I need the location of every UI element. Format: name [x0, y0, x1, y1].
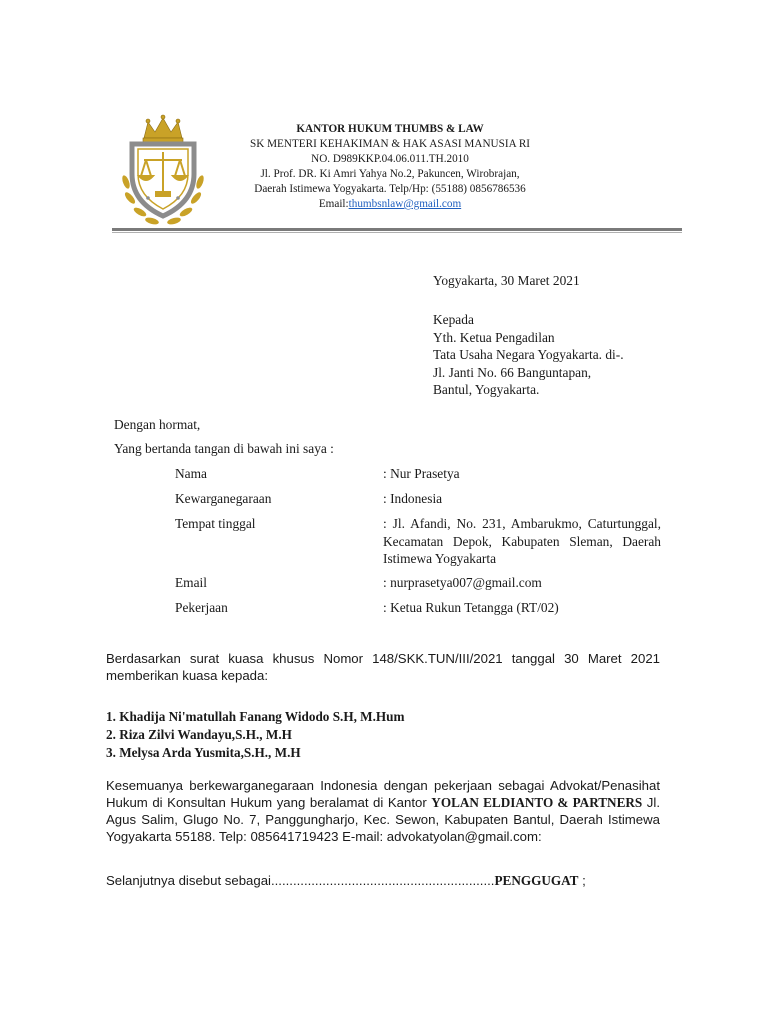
identity-row-tempat-tinggal — [175, 515, 661, 568]
recipient-line-4: Bantul, Yogyakarta. — [433, 382, 540, 398]
paragraph-text: Jl. Agus Salim, Glugo No. 7, Panggungharjo, Kec. Sewon, Kabupaten Bantul, Daerah Istimewa Yogyakarta 55188. Telp: 085641719423 E-mail: advokatyolan@gmail.com: — [106, 795, 660, 844]
word: Janti — [448, 364, 474, 380]
firm-name: KANTOR HUKUM THUMBS & LAW — [296, 123, 484, 135]
plaintiff-designation — [106, 873, 586, 889]
identity-row-email — [175, 574, 661, 592]
identity-value: : Jl. Afandi, No. 231, Ambarukmo, Caturtunggal, Kecamatan Depok, Kabupaten Sleman, Daerah Istimewa Yogyakarta — [383, 516, 661, 567]
address-line-1: Jl. Prof. DR. Ki Amri Yahya No.2, Pakuncen, Wirobrajan, — [260, 168, 520, 180]
identity-label: Kewarganegaraan — [175, 491, 272, 506]
identity-row-kewarganegaraan — [175, 490, 661, 508]
letter-date: Yogyakarta, 30 Maret 2021 — [433, 273, 580, 288]
word: Jl. — [433, 364, 446, 380]
word: No. — [477, 364, 498, 380]
paragraph-text: Kesemuanya berkewarganegaraan Indonesia dengan pekerjaan sebagai Advokat/Penasihat Hukum di Konsultan Hukum yang beralamat di Kantor — [106, 778, 660, 810]
registration-number: NO. D989KKP.04.06.011.TH.2010 — [311, 153, 469, 165]
crown-icon — [143, 115, 183, 143]
email-link[interactable]: thumbsnlaw@gmail.com — [348, 198, 462, 210]
recipient-line-2: Tata Usaha Negara Yogyakarta. di-. — [433, 347, 624, 363]
email-line — [250, 197, 530, 212]
list-item: 1. Khadija Ni'matullah Fanang Widodo S.H, M.Hum — [106, 709, 405, 724]
sk-line: SK MENTERI KEHAKIMAN & HAK ASASI MANUSIA RI — [250, 138, 531, 150]
law-firm-crest-logo — [114, 112, 212, 232]
identity-label: Email — [175, 575, 207, 590]
email-label: Email: — [318, 198, 349, 210]
lawyers-description-paragraph — [106, 777, 660, 845]
identity-value: : Nur Prasetya — [383, 466, 460, 481]
letterhead-divider — [112, 228, 682, 231]
power-of-attorney-paragraph: Berdasarkan surat kuasa khusus Nomor 148/SKK.TUN/III/2021 tanggal 30 Maret 2021 memberikan kuasa kepada: — [106, 651, 660, 683]
recipient-yth: Yth. Ketua Pengadilan — [433, 329, 555, 345]
recipient-block — [433, 311, 655, 399]
identity-row-pekerjaan — [175, 599, 661, 617]
intro-sentence: Yang bertanda tangan di bawah ini saya : — [114, 441, 334, 456]
word: 66 — [500, 364, 514, 380]
identity-label: Nama — [175, 466, 207, 481]
recipient-kepada: Kepada — [433, 312, 474, 327]
list-item: 2. Riza Zilvi Wandayu,S.H., M.H — [106, 727, 292, 742]
closing-end: ; — [578, 873, 586, 888]
address-line-2: Daerah Istimewa Yogyakarta. Telp/Hp: (55188) 0856786536 — [254, 183, 526, 195]
list-item: 3. Melysa Arda Yusmita,S.H., M.H — [106, 745, 301, 760]
letterhead — [250, 122, 530, 212]
letterhead-divider-thin — [112, 232, 682, 233]
recipient-line-3 — [433, 364, 655, 382]
identity-value: : nurprasetya007@gmail.com — [383, 575, 542, 590]
closing-text: Selanjutnya disebut sebagai............................................................. — [106, 873, 495, 888]
identity-label: Pekerjaan — [175, 600, 228, 615]
identity-value: : Ketua Rukun Tetangga (RT/02) — [383, 600, 559, 615]
lawyer-list — [106, 708, 405, 762]
identity-label: Tempat tinggal — [175, 516, 256, 531]
plaintiff-role: PENGGUGAT — [494, 873, 579, 888]
identity-row-nama — [175, 465, 661, 483]
identity-value: : Indonesia — [383, 491, 443, 506]
word: Banguntapan, — [517, 364, 592, 380]
law-office-name: YOLAN ELDIANTO & PARTNERS — [431, 795, 643, 810]
greeting: Dengan hormat, — [114, 417, 201, 432]
